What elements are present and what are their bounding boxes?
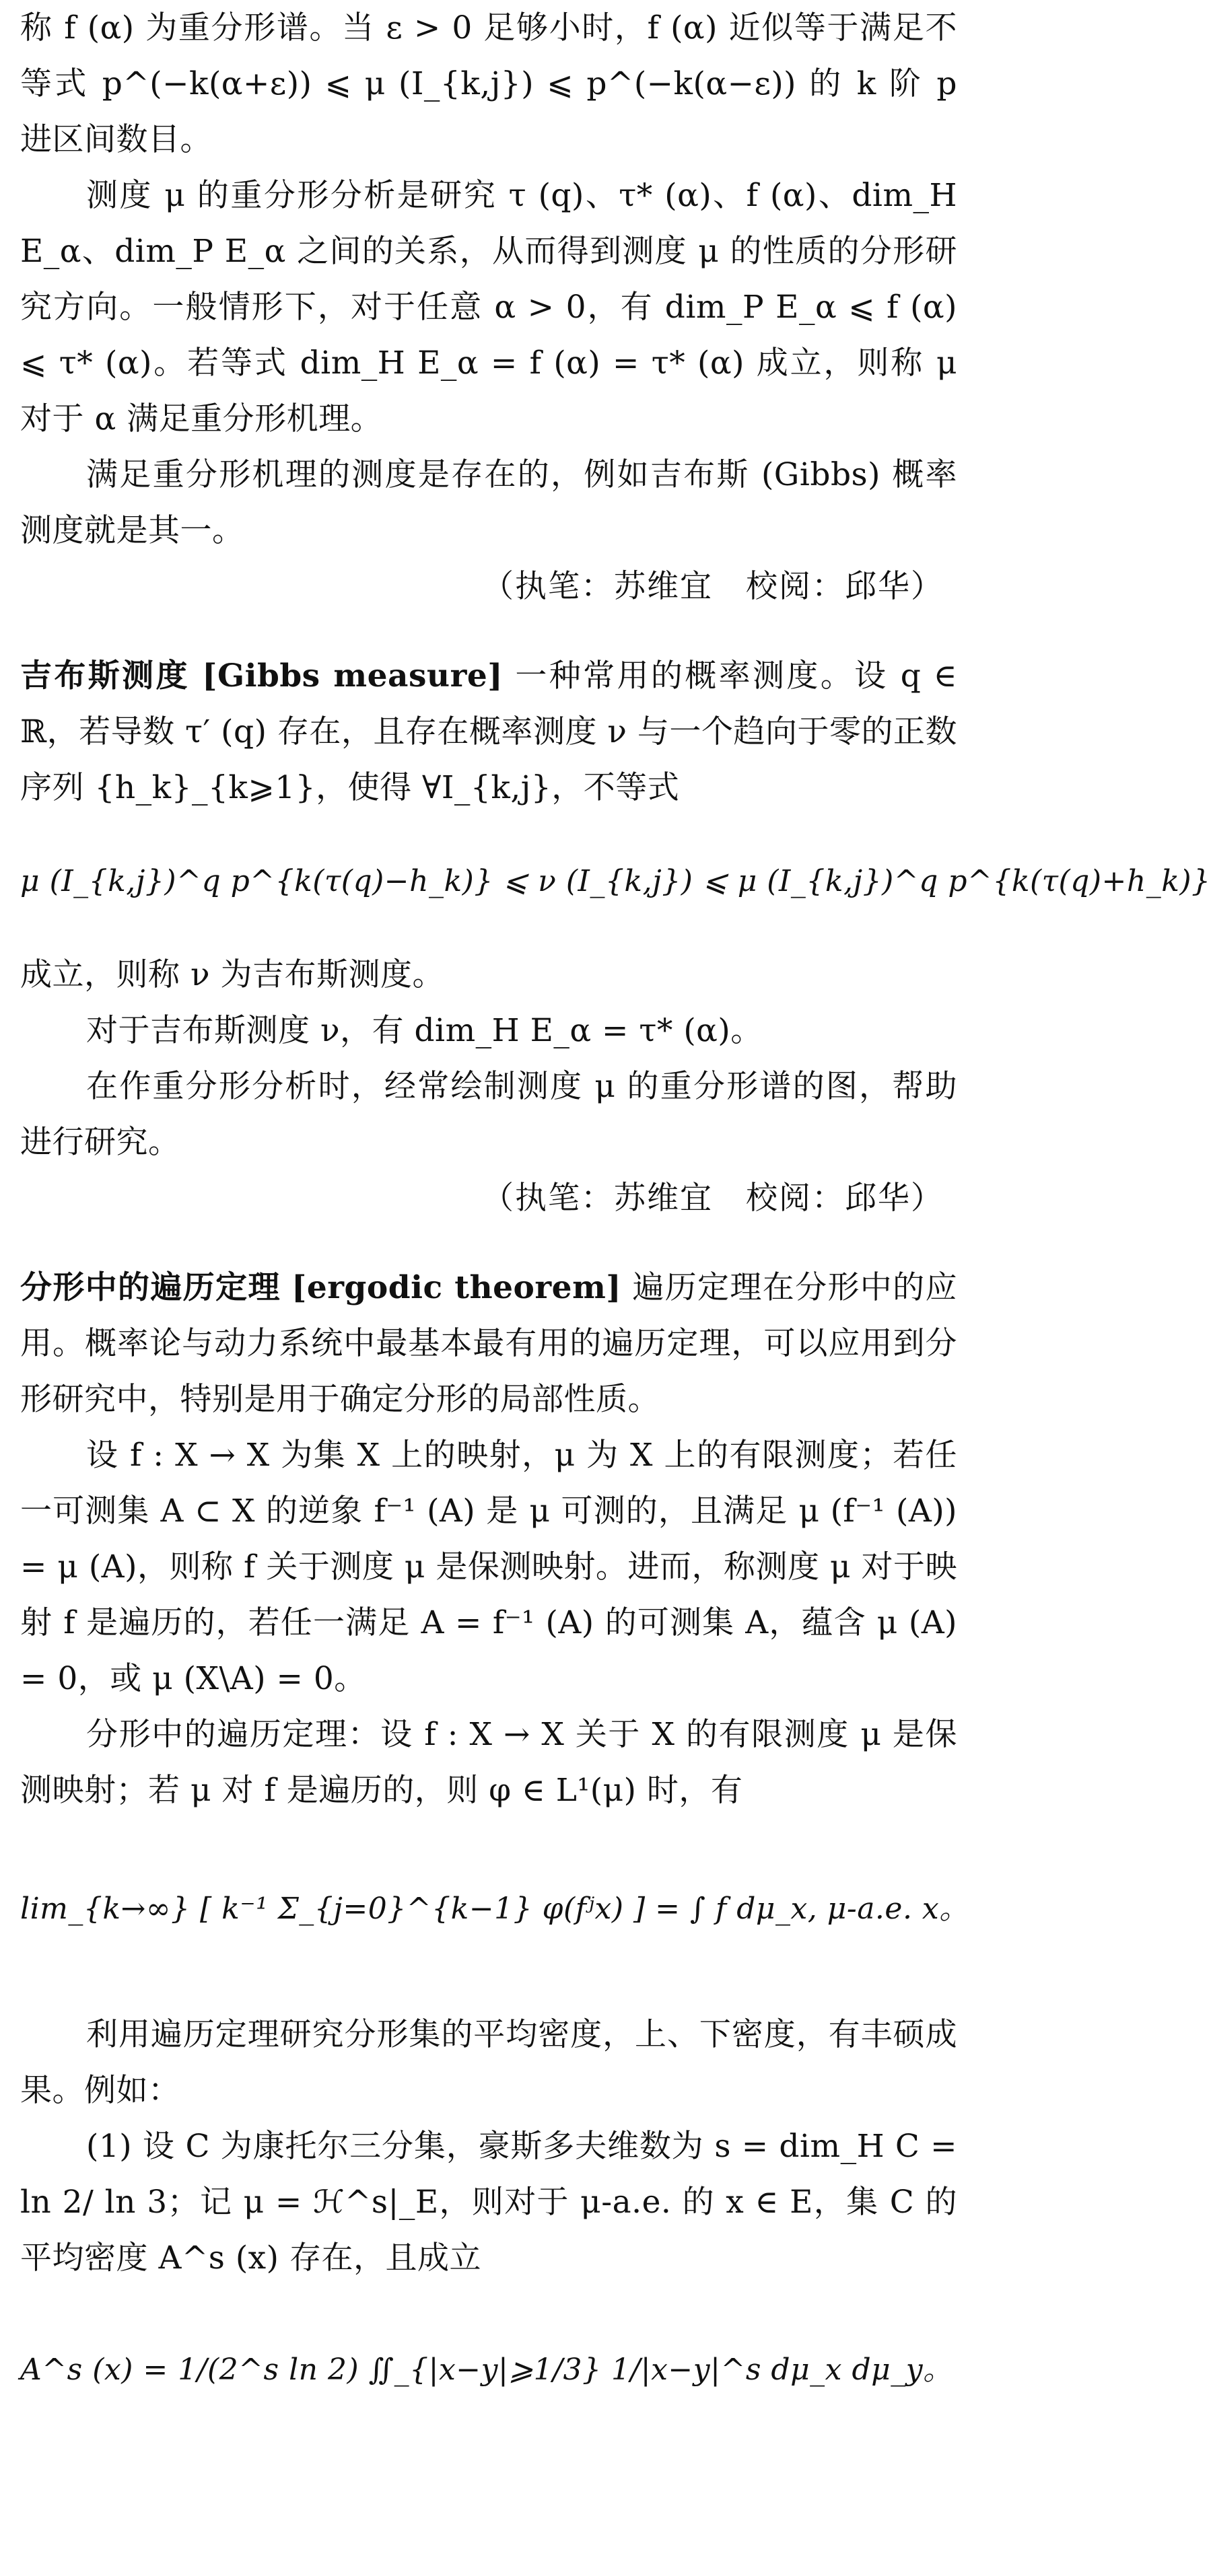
paragraph-gibbs-conclusion: 成立，则称 ν 为吉布斯测度。 (20, 956, 444, 993)
section-gap (20, 614, 957, 648)
formula-gibbs-inequality: μ (I_{k,j})^q p^{k(τ(q)−h_k)} ⩽ ν (I_{k,j}) ⩽ μ (I_{k,j})^q p^{k(τ(q)+h_k)} (20, 864, 1211, 898)
entry-definition: 遍历定理在分形中的应用。概率论与动力系统中最基本最有用的遍历定理，可以应用到分形研究中，特别是用于确定分形的局部性质。 (20, 1269, 957, 1418)
author-credit: （执笔：苏维宜 校阅：邱华） (482, 1180, 944, 1217)
paragraph-density-results: 利用遍历定理研究分形集的平均密度，上、下密度，有丰硕成果。例如： (20, 2016, 957, 2109)
paragraph-measure-preserving: 设 f : X → X 为集 X 上的映射，μ 为 X 上的有限测度；若任一可测集 A ⊂ X 的逆象 f⁻¹ (A) 是 μ 可测的，且满足 μ (f⁻¹ (A)) = μ (A)，则称 f 关于测度 μ 是保测映射。进而，称测度 μ 对于映射 f 是遍历的，若任一满足 A = f⁻¹ (A) 的可测集 A，蕴含 μ (A) = 0，或 μ (X\A) = 0。 (20, 1437, 957, 1697)
entry-english-title: [ergodic theorem] (291, 1269, 622, 1306)
paragraph-ergodic-statement: 分形中的遍历定理：设 f : X → X 关于 X 的有限测度 μ 是保测映射；若 μ 对 f 是遍历的，则 φ ∈ L¹(μ) 时，有 (20, 1716, 957, 1809)
paragraph-gibbs-dimension: 对于吉布斯测度 ν，有 dim_H E_α = τ* (α)。 (86, 1012, 763, 1049)
entry-title: 吉布斯测度 (20, 657, 190, 694)
formula-average-density: A^s (x) = 1/(2^s ln 2) ∬_{|x−y|⩾1/3} 1/|x−y|^s dμ_x dμ_y。 (20, 2353, 953, 2387)
entry-definition: 一种常用的概率测度。设 q ∈ ℝ，若导数 τ′ (q) 存在，且存在概率测度 ν 与一个趋向于零的正数序列 {h_k}_{k⩾1}，使得 ∀I_{k,j}，不等式 (20, 657, 957, 806)
entry-title: 分形中的遍历定理 (20, 1269, 281, 1306)
document-page (20, 0, 1211, 2407)
section-gap (20, 1226, 957, 1260)
paragraph-multifractal-mechanism: 满足重分形机理的测度是存在的，例如吉布斯 (Gibbs) 概率测度就是其一。 (20, 456, 957, 549)
author-credit: （执笔：苏维宜 校阅：邱华） (482, 568, 944, 605)
paragraph-multifractal-analysis: 测度 μ 的重分形分析是研究 τ (q)、τ* (α)、f (α)、dim_H E_α、dim_P E_α 之间的关系，从而得到测度 μ 的性质的分形研究方向。一般情形下，对于任意 α > 0，有 dim_P E_α ⩽ f (α) ⩽ τ* (α)。若等式 dim_H E_α = f (α) = τ* (α) 成立，则称 μ 对于 α 满足重分形机理。 (20, 177, 957, 437)
formula-ergodic-limit: lim_{k→∞} [ k⁻¹ Σ_{j=0}^{k−1} φ(fʲx) ] = ∫ f dμ_x, μ-a.e. x。 (20, 1892, 969, 1926)
paragraph-cantor-example: (1) 设 C 为康托尔三分集，豪斯多夫维数为 s = dim_H C = ln 2/ ln 3；记 μ = ℋ^s|_E，则对于 μ-a.e. 的 x ∈ E，集 C 的平均密度 A^s (x) 存在，且成立 (20, 2128, 957, 2277)
entry-ergodic-theorem (20, 1260, 957, 1427)
entry-gibbs-measure (20, 648, 957, 816)
paragraph-gibbs-usage: 在作重分形分析时，经常绘制测度 μ 的重分形谱的图，帮助进行研究。 (20, 1068, 957, 1161)
paragraph-multifractal-spectrum: 称 f (α) 为重分形谱。当 ε > 0 足够小时，f (α) 近似等于满足不等式 p^(−k(α+ε)) ⩽ μ (I_{k,j}) ⩽ p^(−k(α−ε)) 的 k 阶 p 进区间数目。 (20, 9, 957, 158)
entry-english-title: [Gibbs measure] (202, 657, 503, 694)
